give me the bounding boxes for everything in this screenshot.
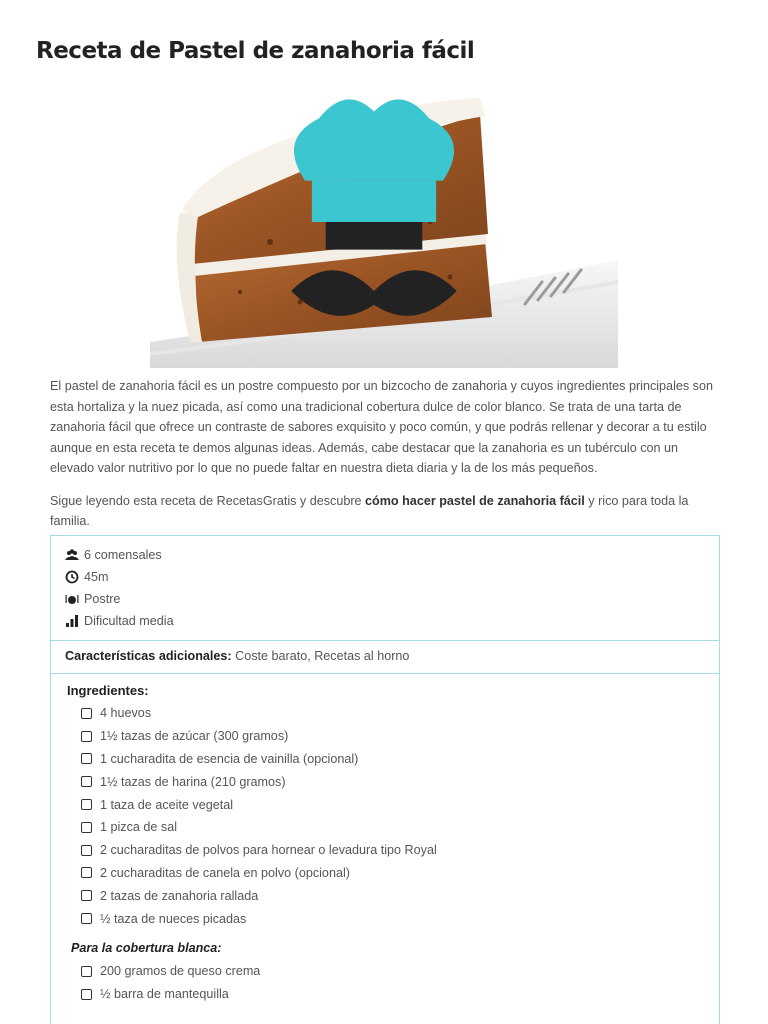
chef-hat-mustache-icon [150, 92, 608, 360]
ingredient-item[interactable] [81, 702, 705, 725]
people-icon [65, 548, 79, 562]
ingredient-item[interactable] [81, 907, 705, 930]
intro-paragraph: El pastel de zanahoria fácil es un postre compuesto por un bizcocho de zanahoria y cuyos ingredientes principales son esta hortaliza y la nuez picada, así como una tradicional cobertura dulce de color blanco. Se trata de una tarta de zanahoria fácil que ofrece un contraste de sabores exquisito y poco común, y que podrás rellenar y decorar a tu estilo aunque en esta receta te demos algunas ideas. Además, cabe destacar que la zanahoria es un tubérculo con un elevado valor nutritivo por lo que no puede faltar en nuestra dieta diaria y la de los más pequeños. [50, 379, 713, 475]
difficulty-bars-icon [65, 614, 79, 628]
ingredient-checkbox[interactable] [81, 731, 92, 742]
ingredient-label: 2 tazas de zanahoria rallada [100, 888, 259, 903]
meta-time [65, 566, 705, 588]
ingredients-section [51, 674, 719, 1012]
topping-item[interactable] [81, 960, 705, 983]
difficulty-text: Dificultad media [84, 614, 174, 628]
intro-paragraph-cta [50, 491, 720, 532]
ingredient-item[interactable] [81, 884, 705, 907]
servings-text: 6 comensales [84, 548, 162, 562]
intro-cta-lead: Sigue leyendo esta receta de RecetasGratis y descubre [50, 493, 366, 508]
category-text: Postre [84, 592, 121, 606]
ingredient-checkbox[interactable] [81, 867, 92, 878]
additional-features-value: Coste barato, Recetas al horno [231, 649, 410, 663]
meta-servings [65, 544, 705, 566]
recipe-introduction [50, 376, 720, 544]
ingredient-checkbox[interactable] [81, 913, 92, 924]
recipe-card [50, 535, 720, 1024]
ingredient-checkbox[interactable] [81, 966, 92, 977]
ingredient-label: 2 cucharaditas de canela en polvo (opcional) [100, 865, 350, 880]
ingredient-checkbox[interactable] [81, 776, 92, 787]
ingredient-checkbox[interactable] [81, 708, 92, 719]
ingredient-item[interactable] [81, 748, 705, 771]
recipe-meta [51, 536, 719, 641]
ingredient-checkbox[interactable] [81, 890, 92, 901]
ingredient-item[interactable] [81, 862, 705, 885]
ingredient-item[interactable] [81, 816, 705, 839]
meta-difficulty [65, 610, 705, 632]
ingredient-item[interactable] [81, 839, 705, 862]
intro-cta-tail: y rico para toda la familia. [50, 493, 689, 528]
how-to-link[interactable]: cómo hacer pastel de zanahoria fácil [365, 493, 585, 508]
ingredient-checkbox[interactable] [81, 753, 92, 764]
additional-features [51, 641, 719, 674]
ingredient-label: 200 gramos de queso crema [100, 964, 261, 979]
ingredient-label: 1 pizca de sal [100, 820, 178, 835]
topping-subheading: Para la cobertura blanca: [71, 940, 222, 955]
additional-features-label: Características adicionales: [65, 649, 232, 663]
ingredients-heading: Ingredientes: [67, 683, 149, 698]
ingredient-item[interactable] [81, 725, 705, 748]
ingredient-checkbox[interactable] [81, 822, 92, 833]
meta-category [65, 588, 705, 610]
recipe-hero-image [150, 92, 618, 368]
ingredient-label: 1 taza de aceite vegetal [100, 797, 234, 812]
ingredient-label: ½ barra de mantequilla [100, 987, 229, 1002]
time-text: 45m [84, 570, 109, 584]
ingredient-item[interactable] [81, 793, 705, 816]
ingredient-checkbox[interactable] [81, 989, 92, 1000]
ingredient-label: ½ taza de nueces picadas [100, 911, 247, 926]
ingredient-label: 4 huevos [100, 706, 152, 721]
ingredient-label: 1½ tazas de azúcar (300 gramos) [100, 729, 289, 744]
ingredient-label: 1½ tazas de harina (210 gramos) [100, 774, 286, 789]
ingredient-label: 2 cucharaditas de polvos para hornear o levadura tipo Royal [100, 843, 437, 858]
ingredient-item[interactable] [81, 770, 705, 793]
dish-icon [65, 592, 79, 606]
ingredient-label: 1 cucharadita de esencia de vainilla (opcional) [100, 751, 359, 766]
ingredient-checkbox[interactable] [81, 845, 92, 856]
page-title: Receta de Pastel de zanahoria fácil [36, 38, 475, 64]
ingredient-checkbox[interactable] [81, 799, 92, 810]
topping-item[interactable] [81, 983, 705, 1006]
clock-icon [65, 570, 79, 584]
